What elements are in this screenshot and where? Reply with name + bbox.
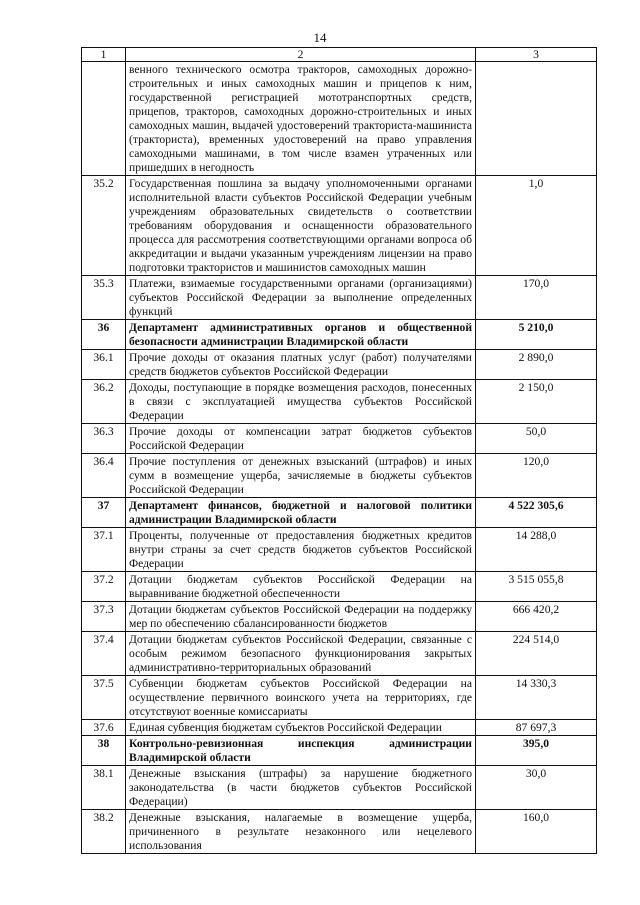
row-description: Денежные взыскания (штрафы) за нарушение бюджетного законодательства (в части бюджетов субъектов Российской Федерации): [126, 766, 476, 810]
row-description: Государственная пошлина за выдачу уполномоченными органами исполнительной власти субъектов Российской Федерации учебным учреждениям образовательных свидетельств о соответствии требованиям оборудования и оснащенности образовательного процесса для рассмотрения соответствующими органами вопроса об аккредитации и выдачи указанным учреждениям лицензии на право подготовки трактористов и машинистов самоходных машин: [126, 176, 476, 276]
row-code: 36.1: [82, 350, 126, 380]
row-description: Дотации бюджетам субъектов Российской Федерации, связанные с особым режимом безопасного функционирования закрытых административно-территориальных образований: [126, 632, 476, 676]
row-code: 37.2: [82, 572, 126, 602]
row-amount: 224 514,0: [476, 632, 597, 676]
row-code: 38: [82, 736, 126, 766]
row-amount: 4 522 305,6: [476, 498, 597, 528]
row-code: 38.1: [82, 766, 126, 810]
row-code: 36.2: [82, 380, 126, 424]
row-amount: 120,0: [476, 454, 597, 498]
row-amount: 1,0: [476, 176, 597, 276]
row-amount: 50,0: [476, 424, 597, 454]
header-cell-description: 2: [126, 48, 476, 62]
department-row: [82, 736, 597, 766]
table-row: [82, 454, 597, 498]
table-row: [82, 720, 597, 736]
row-description: Единая субвенция бюджетам субъектов Российской Федерации: [126, 720, 476, 736]
row-code: 37.4: [82, 632, 126, 676]
row-amount: 5 210,0: [476, 320, 597, 350]
row-code: 36.4: [82, 454, 126, 498]
department-row: [82, 498, 597, 528]
row-description: Доходы, поступающие в порядке возмещения расходов, понесенных в связи с эксплуатацией имущества субъектов Российской Федерации: [126, 380, 476, 424]
row-description: Субвенции бюджетам субъектов Российской Федерации на осуществление первичного воинского учета на территориях, где отсутствуют военные комиссариаты: [126, 676, 476, 720]
table-row: [82, 632, 597, 676]
row-amount: [476, 62, 597, 176]
table-row: [82, 676, 597, 720]
row-code: 37.1: [82, 528, 126, 572]
table-row: [82, 810, 597, 854]
row-code: 38.2: [82, 810, 126, 854]
page-number: 14: [313, 30, 327, 45]
row-code: 35.2: [82, 176, 126, 276]
table-row: [82, 380, 597, 424]
table-row: [82, 350, 597, 380]
row-code: 37.3: [82, 602, 126, 632]
row-description: венного технического осмотра тракторов, самоходных дорожно-строительных и иных самоходных машин и прицепов к ним, государственной регистрацией мототранспортных средств, прицепов, тракторов, самоходных дорожно-строительных и иных самоходных машин, выдачей удостоверений тракториста-машиниста (тракториста), временных удостоверений на право управления самоходными машинами, в том числе взамен утраченных или пришедших в негодность: [126, 62, 476, 176]
row-description: Дотации бюджетам субъектов Российской Федерации на поддержку мер по обеспечению сбалансированности бюджетов: [126, 602, 476, 632]
table-row: [82, 424, 597, 454]
table-row: [82, 602, 597, 632]
table-row: [82, 766, 597, 810]
table-row: [82, 572, 597, 602]
row-description: Проценты, полученные от предоставления бюджетных кредитов внутри страны за счет средств бюджетов субъектов Российской Федерации: [126, 528, 476, 572]
table-row: [82, 528, 597, 572]
row-amount: 14 288,0: [476, 528, 597, 572]
budget-table: [81, 47, 597, 854]
row-description: Прочие поступления от денежных взысканий (штрафов) и иных сумм в возмещение ущерба, зачисляемые в бюджеты субъектов Российской Федерации: [126, 454, 476, 498]
row-amount: 87 697,3: [476, 720, 597, 736]
table-row: [82, 62, 597, 176]
row-amount: 2 890,0: [476, 350, 597, 380]
row-amount: 666 420,2: [476, 602, 597, 632]
row-description: Дотации бюджетам субъектов Российской Федерации на выравнивание бюджетной обеспеченности: [126, 572, 476, 602]
row-description: Департамент административных органов и общественной безопасности администрации Владимирской области: [126, 320, 476, 350]
row-description: Департамент финансов, бюджетной и налоговой политики администрации Владимирской области: [126, 498, 476, 528]
table-row: [82, 176, 597, 276]
row-code: 36.3: [82, 424, 126, 454]
row-description: Платежи, взимаемые государственными органами (организациями) субъектов Российской Федерации за выполнение определенных функций: [126, 276, 476, 320]
budget-table-body: [82, 48, 597, 854]
row-amount: 3 515 055,8: [476, 572, 597, 602]
row-amount: 2 150,0: [476, 380, 597, 424]
row-amount: 395,0: [476, 736, 597, 766]
row-amount: 170,0: [476, 276, 597, 320]
row-amount: 30,0: [476, 766, 597, 810]
row-code: 35.3: [82, 276, 126, 320]
row-code: [82, 62, 126, 176]
header-cell-code: 1: [82, 48, 126, 62]
row-code: 36: [82, 320, 126, 350]
table-header-row: [82, 48, 597, 62]
row-description: Прочие доходы от компенсации затрат бюджетов субъектов Российской Федерации: [126, 424, 476, 454]
table-row: [82, 276, 597, 320]
row-amount: 160,0: [476, 810, 597, 854]
department-row: [82, 320, 597, 350]
row-description: Денежные взыскания, налагаемые в возмещение ущерба, причиненного в результате незаконного или нецелевого использования: [126, 810, 476, 854]
row-description: Контрольно-ревизионная инспекция администрации Владимирской области: [126, 736, 476, 766]
row-description: Прочие доходы от оказания платных услуг (работ) получателями средств бюджетов субъектов Российской Федерации: [126, 350, 476, 380]
row-amount: 14 330,3: [476, 676, 597, 720]
row-code: 37.5: [82, 676, 126, 720]
header-cell-amount: 3: [476, 48, 597, 62]
row-code: 37: [82, 498, 126, 528]
row-code: 37.6: [82, 720, 126, 736]
